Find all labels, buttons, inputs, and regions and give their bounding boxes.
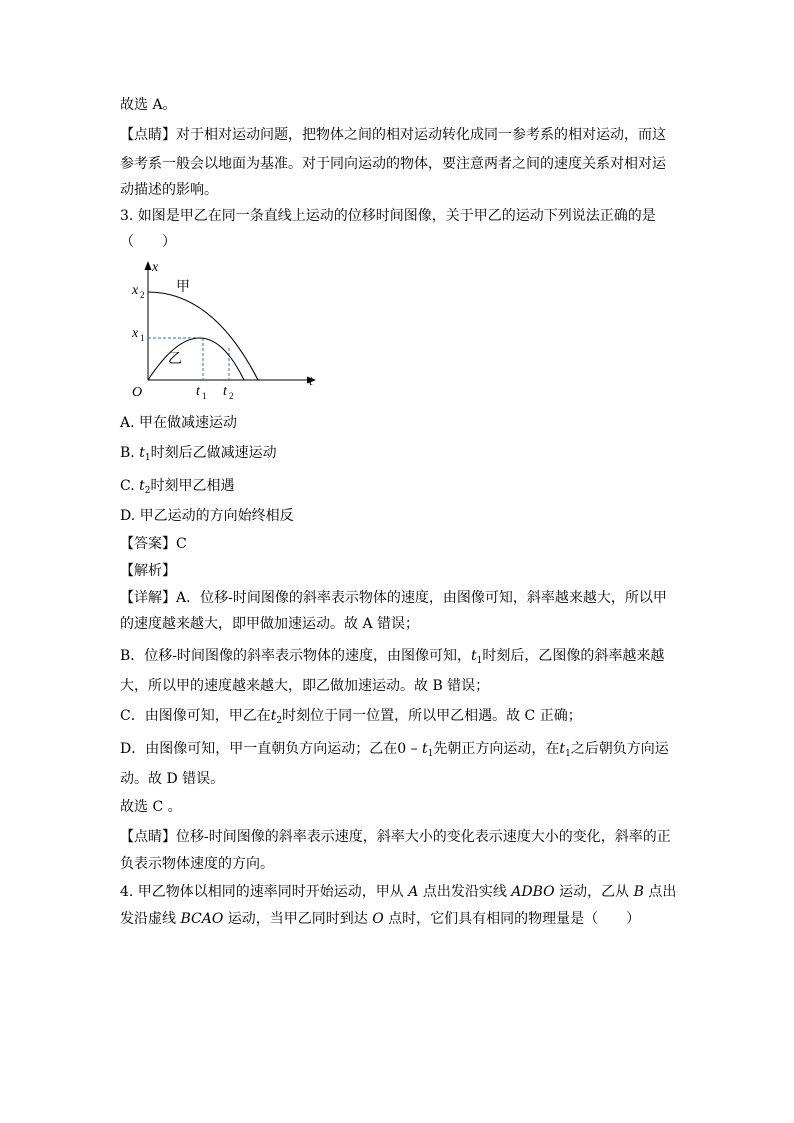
detail-c-text-2: 时刻位于同一位置，所以甲乙相遇。故 C 正确； <box>282 708 582 724</box>
detail-d-subscript-2: 1 <box>565 749 571 759</box>
x-axis-arrow <box>145 261 152 270</box>
q4-text-6: 运动，当甲乙同时到达 <box>223 911 373 927</box>
answer-brackets: （ ） <box>120 234 176 250</box>
question-4-line-1 <box>120 883 676 901</box>
q4-point-b: B <box>633 884 644 900</box>
t2-label: t <box>223 384 227 399</box>
option-b-text: 时刻后乙做减速运动 <box>150 445 277 461</box>
detail-b-text-2: 时刻后，乙图像的斜率越来越 <box>482 648 665 664</box>
choose-line: 故选 C 。 <box>120 799 182 815</box>
q4-text-1: 4. 甲乙物体以相同的速率同时开始运动，甲从 <box>120 884 409 900</box>
option-b-letter: B. <box>120 445 140 461</box>
question-3-stem: 3. 如图是甲乙在同一条直线上运动的位移时间图像，关于甲乙的运动下列说法正确的是 <box>120 208 656 224</box>
option-c-subscript: 2 <box>144 486 151 496</box>
option-c-symbol: t <box>139 478 145 494</box>
detail-c-line <box>120 707 582 730</box>
text-line: 故选 A。 <box>120 97 177 113</box>
x1-label: x <box>132 326 139 341</box>
analysis-heading: 【解析】 <box>120 563 176 579</box>
detail-d-symbol-2: t <box>559 741 566 757</box>
curve-jia <box>148 292 258 380</box>
t2-subscript: 2 <box>229 391 234 401</box>
x2-label: x <box>132 283 139 298</box>
origin-label: O <box>132 385 143 400</box>
detail-d-range: 0 – <box>397 741 423 757</box>
xt-graph <box>128 256 328 404</box>
answer-line: 【答案】C <box>120 536 187 552</box>
note-line-1: 【点睛】位移-时间图像的斜率表示速度，斜率大小的变化表示速度大小的变化，斜率的正 <box>120 829 671 845</box>
option-c-letter: C. <box>120 478 140 494</box>
x-axis-label: x <box>152 260 159 275</box>
detail-c-symbol: t <box>270 708 277 724</box>
q4-point-a: A <box>408 884 419 900</box>
t1-subscript: 1 <box>202 391 207 401</box>
detail-d-line-1 <box>120 740 669 763</box>
t-axis-label: t <box>309 374 313 389</box>
t1-label: t <box>196 384 200 399</box>
question-4-line-2 <box>120 910 640 928</box>
option-c <box>120 477 235 500</box>
detail-c-text-1: C．由图像可知，甲乙在 <box>120 708 271 724</box>
detail-b-subscript: 1 <box>476 656 483 666</box>
detail-a-line-1: 【详解】A．位移-时间图像的斜率表示物体的速度，由图像可知，斜率越来越大，所以甲 <box>120 590 667 606</box>
curve-yi-label: 乙 <box>168 351 182 367</box>
detail-d-line-2: 动。故 D 错误。 <box>120 771 225 787</box>
q4-point-o: O <box>372 911 384 927</box>
detail-b-text-1: B．位移-时间图像的斜率表示物体的速度，由图像可知， <box>120 648 472 664</box>
note-line-2: 负表示物体速度的方向。 <box>120 856 274 872</box>
q4-text-7: 点时，它们具有相同的物理量是（ ） <box>383 911 641 927</box>
option-d: D. 甲乙运动的方向始终相反 <box>120 508 294 524</box>
q4-text-2: 点出发沿实线 <box>418 884 512 900</box>
detail-b-line-1 <box>120 647 664 670</box>
x1-subscript: 1 <box>140 333 145 343</box>
text-line: 【点睛】对于相对运动问题，把物体之间的相对运动转化成同一参考系的相对运动，而这 <box>120 127 666 143</box>
detail-b-line-2: 大，所以甲的速度越来越大，即乙做加速运动。故 B 错误； <box>120 678 490 694</box>
option-b-subscript: 1 <box>144 453 151 463</box>
detail-b-symbol: t <box>471 648 477 664</box>
option-c-text: 时刻甲乙相遇 <box>150 478 235 494</box>
detail-a-line-2: 的速度越来越大，即甲做加速运动。故 A 错误； <box>120 616 420 632</box>
option-b-symbol: t <box>139 445 145 461</box>
q4-text-3: 运动，乙从 <box>554 884 634 900</box>
q4-text-4: 点出 <box>643 884 677 900</box>
detail-d-text-3: 之后朝负方向运 <box>570 741 669 757</box>
detail-d-text-1: D．由图像可知，甲一直朝负方向运动；乙在 <box>120 741 398 757</box>
detail-d-text-2: 先朝正方向运动，在 <box>433 741 560 757</box>
option-a: A. 甲在做减速运动 <box>120 415 238 431</box>
q4-path-bcao: BCAO <box>180 911 224 927</box>
detail-c-subscript: 2 <box>276 716 283 726</box>
curve-jia-label: 甲 <box>176 279 190 295</box>
q4-path-adbo: ADBO <box>511 884 555 900</box>
detail-d-subscript-1: 1 <box>427 749 434 759</box>
text-line: 参考系一般会以地面为基准。对于同向运动的物体，要注意两者之间的速度关系对相对运 <box>120 156 666 172</box>
q4-text-5: 发沿虚线 <box>120 911 181 927</box>
option-b <box>120 444 277 467</box>
curve-yi <box>148 338 244 380</box>
text-line: 动描述的影响。 <box>120 182 218 198</box>
detail-d-symbol-1: t <box>422 741 428 757</box>
x2-subscript: 2 <box>140 290 145 300</box>
